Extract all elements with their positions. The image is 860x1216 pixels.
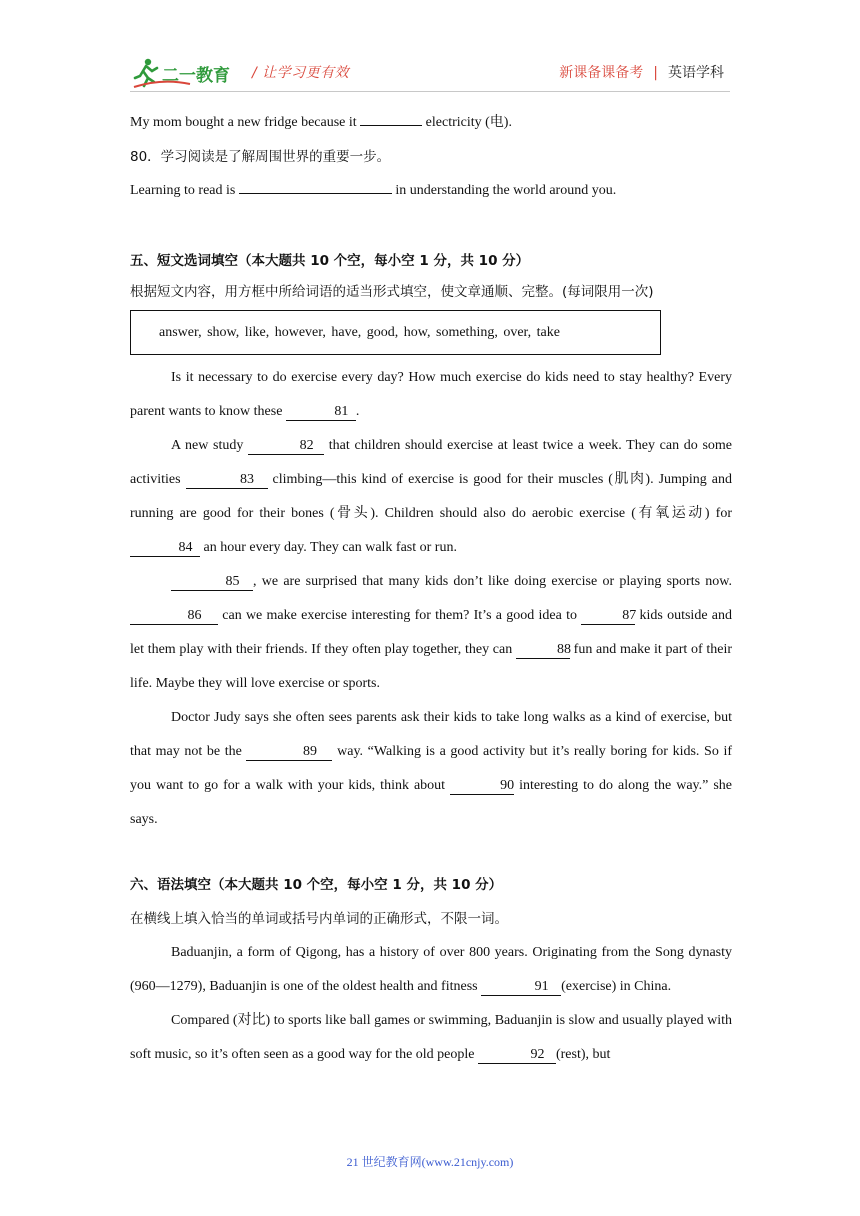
section5-paragraph-3: [130, 565, 732, 701]
blank-82: 82: [248, 438, 324, 455]
header-subject: [559, 62, 724, 82]
text: interesting to do along the way.” she says.: [130, 778, 733, 827]
header-divider: [130, 91, 730, 92]
text: Compared (对比) to sports like ball games or swimming, Baduanjin is slow and usually played with soft music, so it’s often seen as a good way for the old people: [130, 1013, 732, 1062]
text: way. “Walking is a good activity but it’s really boring for kids. So if you want to go for a walk with your kids, think about: [130, 744, 733, 793]
section6-paragraph-2: [130, 1004, 732, 1072]
text: that children should exercise at least twice a week. They can do some activities: [130, 438, 733, 487]
q80-text-after: in understanding the world around you.: [395, 183, 617, 198]
word-bank-list: answer, show, like, however, have, good, how, something, over, take: [159, 324, 560, 340]
q80-chinese: 80．学习阅读是了解周围世界的重要一步。: [130, 149, 391, 165]
q80-blank: [239, 193, 392, 194]
blank-83: 83: [186, 472, 268, 489]
section5-instruction: 根据短文内容，用方框中所给词语的适当形式填空，使文章通顺、完整。(每词限用一次): [130, 284, 654, 300]
blank-85: 85: [171, 574, 253, 591]
header-subject-label: 英语学科: [668, 65, 724, 81]
blank-87: 87: [581, 608, 635, 625]
blank-81: 81: [286, 404, 356, 421]
q79-blank: [360, 125, 422, 126]
blank-91: 91: [481, 979, 561, 996]
section6-instruction: 在横线上填入恰当的单词或括号内单词的正确形式，不限一词。: [130, 911, 508, 927]
q79-text-before: My mom bought a new fridge because it: [130, 115, 357, 130]
runner-head-icon: [145, 59, 151, 65]
q79-text-after: electricity (电).: [425, 115, 512, 130]
text: (rest), but: [555, 1047, 611, 1062]
q80-text-before: Learning to read is: [130, 183, 236, 198]
text: can we make exercise interesting for them? It’s a good idea to: [222, 608, 577, 623]
blank-84: 84: [130, 540, 200, 557]
section5-paragraph-1: [130, 361, 732, 429]
section5-paragraph-4: [130, 701, 732, 837]
text: fun and make it part of their life. Maybe they will love exercise or sports.: [130, 642, 732, 691]
header-course-label: 新课备课备考: [559, 65, 644, 81]
section6-paragraph-1: [130, 936, 732, 1004]
text: Is it necessary to do exercise every day? How much exercise do kids need to stay healthy? Every parent wants to know these: [130, 370, 732, 419]
text: Baduanjin, a form of Qigong, has a history of over 800 years. Originating from the Song dynasty (960—1279), Baduanjin is one of the oldest health and fitness: [130, 945, 732, 994]
text: an hour every day. They can walk fast or run.: [203, 540, 457, 555]
logo-text: 二一教育: [162, 66, 230, 86]
section5-heading: 五、短文选词填空（本大题共 10 个空，每小空 1 分，共 10 分）: [130, 253, 530, 269]
blank-86: 86: [130, 608, 218, 625]
page-header: [0, 0, 860, 100]
text: (exercise) in China.: [561, 979, 672, 994]
text: .: [355, 404, 360, 419]
section6-heading: 六、语法填空（本大题共 10 个空，每小空 1 分，共 10 分）: [130, 877, 503, 893]
text: climbing—this kind of exercise is good for their muscles (肌肉). Jumping and running are good for their bones (骨头). Children should also do aerobic exercise (有氧运动) for: [130, 472, 733, 521]
q80-english: [130, 174, 732, 208]
text: kids outside and let them play with their friends. If they often play together, they can: [130, 608, 733, 657]
word-bank-box: [130, 310, 661, 355]
blank-89: 89: [246, 744, 332, 761]
header-separator: |: [653, 65, 658, 81]
page-footer: 21 世纪教育网(www.21cnjy.com): [346, 1155, 514, 1169]
brand-logo: [132, 56, 244, 90]
section5-paragraph-2: [130, 429, 732, 565]
text: A new study: [171, 438, 244, 453]
text: Doctor Judy says she often sees parents ask their kids to take long walks as a kind of exercise, but that may not be the: [130, 710, 732, 759]
header-slogan: / 让学习更有效: [252, 65, 350, 81]
blank-88: 88: [516, 642, 570, 659]
q79-english: [130, 106, 732, 140]
document-body: [130, 106, 732, 1072]
text: , we are surprised that many kids don’t like doing exercise or playing sports now.: [253, 574, 732, 589]
blank-90: 90: [450, 778, 514, 795]
blank-92: 92: [478, 1047, 556, 1064]
